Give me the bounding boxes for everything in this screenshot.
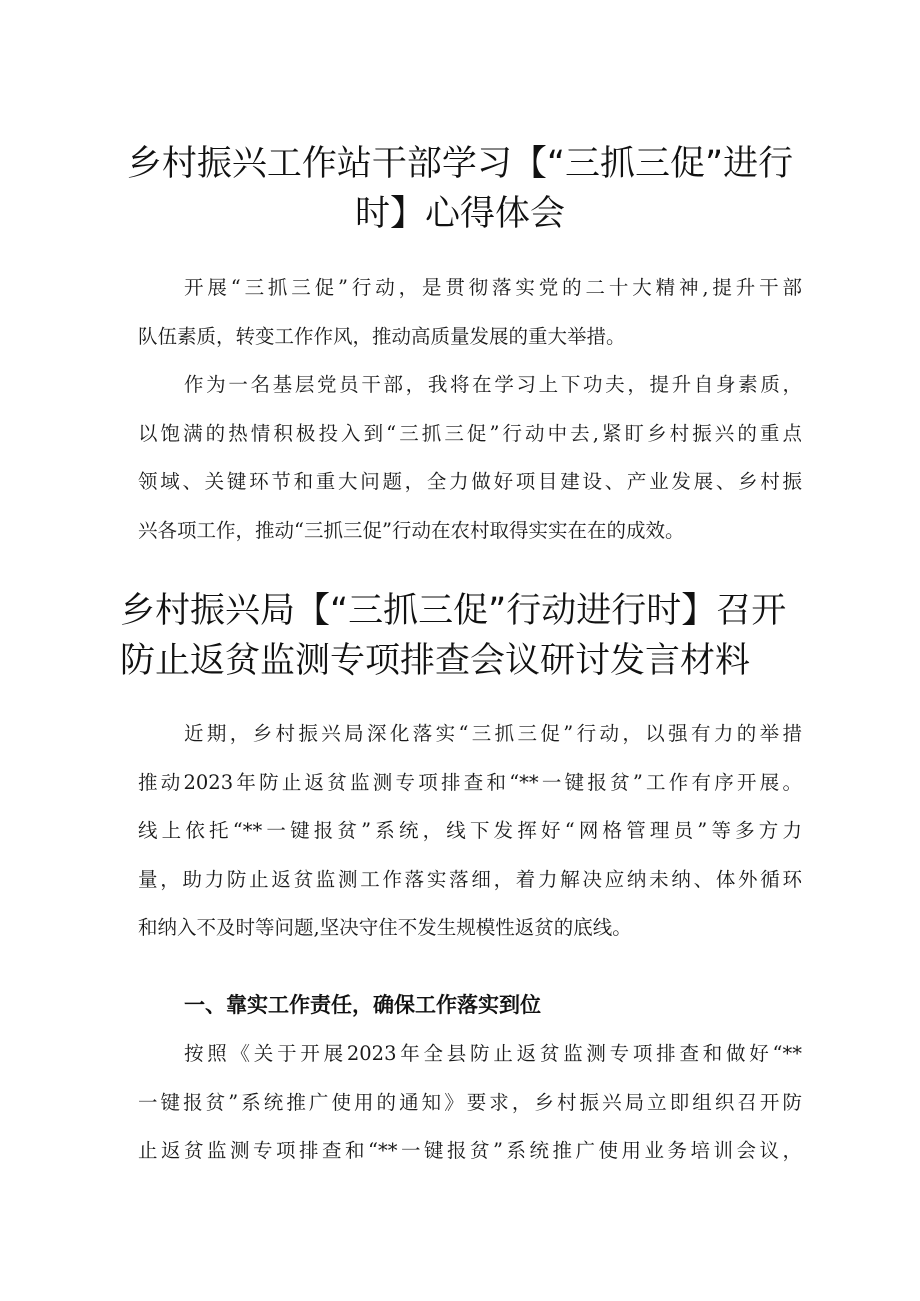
paragraph-line: 领域、关键环节和重大问题，全力做好项目建设、产业发展、乡村振 (138, 470, 802, 493)
paragraph-line: 推动2023年防止返贫监测专项排查和“**一键报贫”工作有序开展。 (138, 770, 802, 794)
paragraph-line: 按照《关于开展2023年全县防止返贫监测专项排查和做好“** (184, 1042, 802, 1065)
paragraph-line: 近期，乡村振兴局深化落实“三抓三促”行动，以强有力的举措 (184, 722, 802, 745)
article2-title-line-1: 乡村振兴局【“三抓三促”行动进行时】召开 (120, 591, 787, 631)
paragraph-line: 以饱满的热情积极投入到“三抓三促”行动中去,紧盯乡村振兴的重点 (138, 421, 802, 445)
section-1-paragraph (138, 1030, 802, 1176)
section-1-heading: 一、靠实工作责任，确保工作落实到位 (184, 993, 541, 1017)
paragraph-line: 量，助力防止返贫监测工作落实落细，着力解决应纳未纳、体外循环 (138, 867, 802, 891)
paragraph-line: 和纳入不及时等问题,坚决守住不发生规模性返贫的底线。 (138, 916, 632, 939)
paragraph-line: 兴各项工作，推动“三抓三促”行动在农村取得实实在在的成效。 (138, 518, 685, 542)
article2-title-line-2: 防止返贫监测专项排查会议研讨发言材料 (120, 641, 751, 681)
article2-title (120, 586, 800, 686)
paragraph-line: 开展“三抓三促”行动，是贯彻落实党的二十大精神,提升干部 (184, 276, 802, 299)
paragraph-line: 止返贫监测专项排查和“**一键报贫”系统推广使用业务培训会议， (138, 1139, 802, 1162)
paragraph-line: 队伍素质，转变工作作风，推动高质量发展的重大举措。 (138, 324, 626, 348)
paragraph-line: 线上依托“**一键报贫”系统，线下发挥好“网格管理员”等多方力 (138, 819, 802, 842)
article1-title-line-2: 时】心得体会 (354, 194, 565, 234)
paragraph-line: 一键报贫”系统推广使用的通知》要求，乡村振兴局立即组织召开防 (138, 1090, 802, 1114)
article1-paragraph-2 (138, 361, 802, 555)
article1-title-line-1: 乡村振兴工作站干部学习【“三抓三促”进行 (126, 144, 794, 184)
article1-paragraph-1 (138, 264, 802, 361)
article1-title (120, 139, 800, 239)
article2-intro-paragraph (138, 710, 802, 953)
paragraph-line: 作为一名基层党员干部，我将在学习上下功夫，提升自身素质， (184, 373, 802, 396)
